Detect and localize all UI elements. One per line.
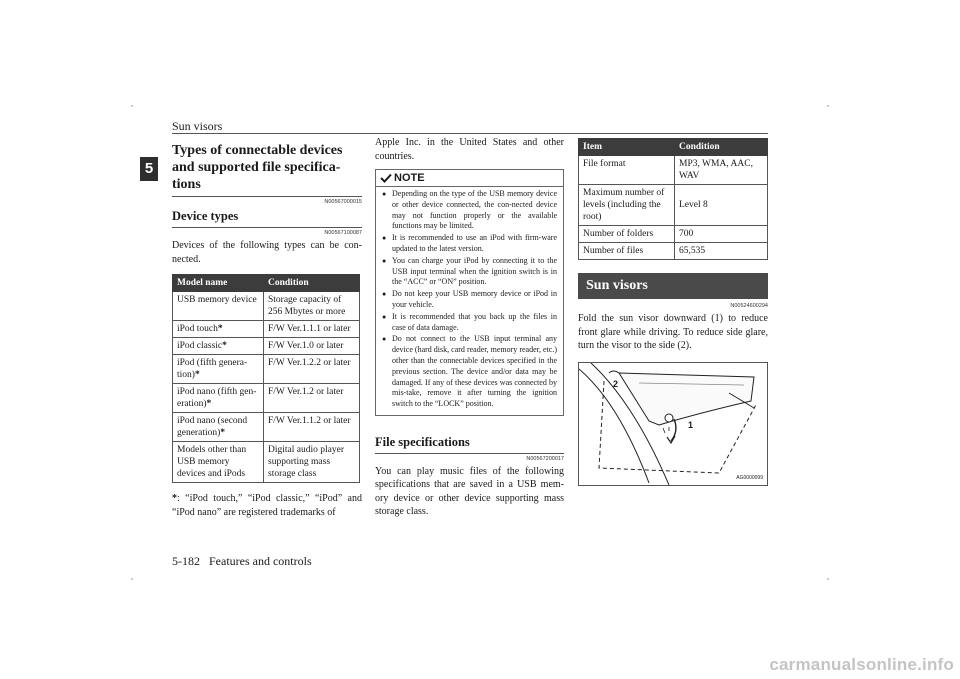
cell-item: File format — [579, 156, 675, 185]
asterisk-mark: * — [220, 428, 226, 438]
col-header-condition: Condition — [264, 275, 360, 292]
subsection-code: N00567100087 — [324, 230, 362, 236]
footnote-asterisk: * — [172, 493, 177, 504]
note-title-bar — [376, 170, 563, 187]
table-row — [173, 355, 360, 384]
page-header-title: Sun visors — [172, 119, 223, 133]
subheading-rule — [375, 453, 564, 454]
table-row — [579, 226, 768, 243]
model-name: iPod nano (fifth gen-eration) — [177, 387, 257, 409]
right-column — [578, 138, 768, 486]
corner-dot — [131, 578, 133, 580]
cell-model — [173, 442, 264, 483]
cell-model — [173, 355, 264, 384]
device-types-table — [172, 274, 360, 483]
intro-text: Devices of the following types can be con-nected. — [172, 240, 362, 265]
asterisk-mark: * — [206, 399, 212, 409]
section-code: N00524600294 — [730, 303, 768, 309]
model-name: iPod classic — [177, 341, 223, 351]
table-row — [579, 156, 768, 185]
heading-rule — [172, 196, 362, 197]
cell-condition: Digital audio player supporting mass storage class — [264, 442, 360, 483]
cell-condition: F/W Ver.1.1.1 or later — [264, 321, 360, 338]
table-row — [173, 384, 360, 413]
model-name: USB memory device — [177, 295, 257, 305]
illus-label-1: 1 — [688, 419, 694, 430]
section-code: N00567000015 — [324, 199, 362, 205]
page-number: 5-182 — [172, 554, 200, 568]
middle-column — [375, 136, 564, 519]
note-item: ● You can charge your iPod by connecting it to the USB input terminal when the ignition switch is in the “ACC” or “ON” position. — [382, 256, 557, 288]
corner-dot — [131, 105, 133, 107]
table-row — [173, 413, 360, 442]
watermark-logo[interactable]: carmanualsonline.info — [769, 655, 954, 674]
note-item: ● It is recommended to use an iPod with firm-ware updated to the latest version. — [382, 233, 557, 255]
cell-model — [173, 321, 264, 338]
note-item: ● Do not connect to the USB input terminal any device (hard disk, card reader, memory reader, etc.) other than the connectable devices specified in the previous section. The device and/or data may be damaged. If any of these devices was connected by mis-take, remove it after turning the ignition switch to the “LOCK” position. — [382, 334, 557, 410]
cell-item: Number of files — [579, 243, 675, 260]
chapter-tab: 5 — [140, 157, 158, 181]
cell-item: Number of folders — [579, 226, 675, 243]
section-heading: Types of connectable devices and supported file specifica-tions — [172, 143, 343, 192]
subsection-code: N00567200017 — [526, 455, 564, 462]
col-header-item: Item — [579, 139, 675, 156]
asterisk-mark: * — [222, 341, 227, 351]
table-row — [173, 292, 360, 321]
page-footer — [172, 554, 312, 569]
cell-condition: 65,535 — [675, 243, 768, 260]
subheading-file-specs: File specifications — [375, 434, 470, 449]
cell-condition: Level 8 — [675, 185, 768, 226]
model-name: iPod (fifth genera-tion) — [177, 358, 248, 380]
table-row — [173, 338, 360, 355]
sun-visors-heading: Sun visors — [578, 273, 768, 299]
check-icon — [380, 173, 392, 183]
asterisk-mark: * — [217, 324, 223, 334]
col-header-condition: Condition — [675, 139, 768, 156]
cell-condition: F/W Ver.1.2 or later — [264, 384, 360, 413]
corner-dot — [827, 578, 829, 580]
table-row — [173, 321, 360, 338]
sun-visor-illustration — [578, 362, 768, 486]
file-specs-table — [578, 138, 768, 260]
footnote-text: : “iPod touch,” “iPod classic,” “iPod” and “iPod nano” are registered trademarks of — [172, 493, 362, 518]
file-spec-text: You can play music files of the following specifications that are saved in a USB mem-ory device or other device supporting mass storage class. — [375, 465, 564, 518]
continuation-text: Apple Inc. in the United States and other countries. — [375, 137, 564, 162]
sun-visor-text: Fold the sun visor downward (1) to reduce front glare while driving. To reduce side glare, turn the visor to the side (2). — [578, 313, 768, 351]
cell-model — [173, 384, 264, 413]
note-box — [375, 169, 564, 416]
subheading-rule — [172, 227, 362, 228]
note-item: ● Do not keep your USB memory device or iPod in your vehicle. — [382, 289, 557, 311]
cell-model — [173, 292, 264, 321]
cell-model — [173, 338, 264, 355]
model-name: iPod nano (second generation) — [177, 416, 248, 438]
col-header-model: Model name — [173, 275, 264, 292]
cell-condition: MP3, WMA, AAC, WAV — [675, 156, 768, 185]
note-item: ● It is recommended that you back up the files in case of data damage. — [382, 312, 557, 334]
cell-item: Maximum number of levels (including the root) — [579, 185, 675, 226]
header-rule — [172, 133, 768, 134]
note-list — [376, 187, 563, 415]
model-name: iPod touch — [177, 324, 218, 334]
table-row — [579, 185, 768, 226]
left-column — [172, 142, 362, 519]
illus-code: AG0000099 — [736, 474, 763, 481]
footer-section: Features and controls — [209, 554, 312, 568]
table-row — [579, 243, 768, 260]
cell-condition: F/W Ver.1.0 or later — [264, 338, 360, 355]
subheading-device-types: Device types — [172, 209, 239, 223]
sun-visor-drawing — [579, 363, 767, 485]
cell-condition: 700 — [675, 226, 768, 243]
illus-label-2: 2 — [613, 378, 619, 389]
footnote — [172, 492, 362, 519]
note-title: NOTE — [394, 172, 425, 184]
cell-condition: Storage capacity of 256 Mbytes or more — [264, 292, 360, 321]
cell-condition: F/W Ver.1.1.2 or later — [264, 413, 360, 442]
cell-model — [173, 413, 264, 442]
cell-condition: F/W Ver.1.2.2 or later — [264, 355, 360, 384]
asterisk-mark: * — [194, 370, 200, 380]
table-row — [173, 442, 360, 483]
note-item: ● Depending on the type of the USB memory device or other device connected, the con-nected device may not function properly or the available functions may be limited. — [382, 189, 557, 232]
model-name: Models other than USB memory devices and iPods — [177, 445, 247, 479]
corner-dot — [827, 105, 829, 107]
